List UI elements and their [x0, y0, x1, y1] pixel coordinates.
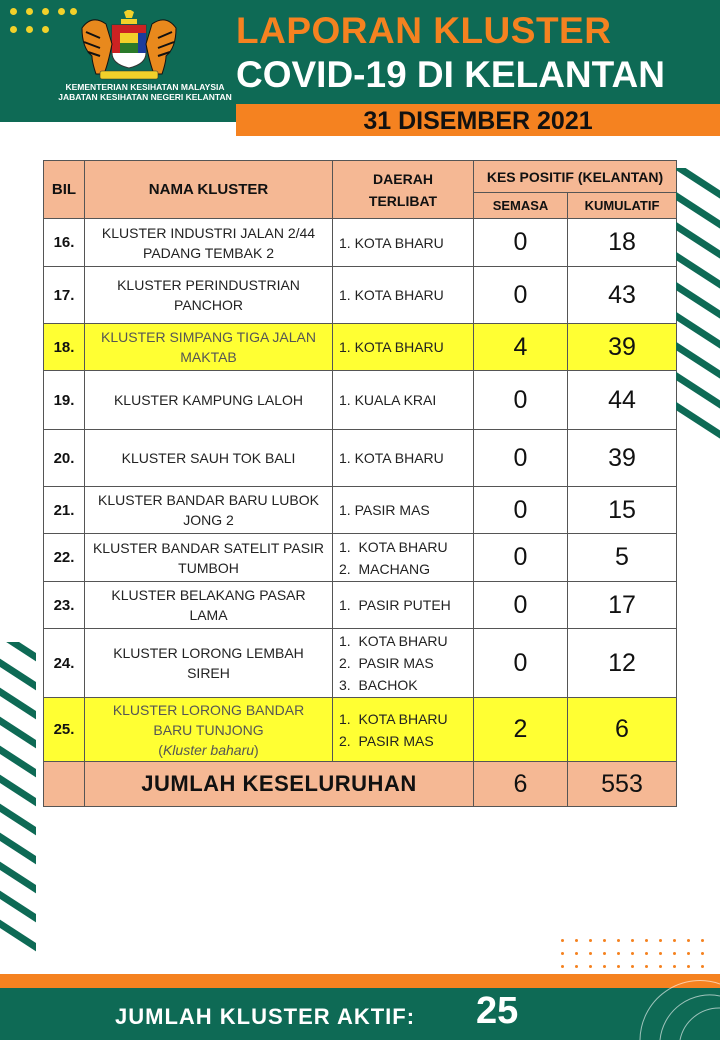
cluster-name-line: SIREH	[187, 665, 230, 681]
row-bil: 21.	[44, 487, 85, 534]
row-daerah	[333, 534, 474, 582]
row-nama-kluster	[85, 219, 333, 267]
district-line: 1. KOTA BHARU	[339, 234, 444, 251]
orange-dot	[617, 939, 620, 942]
table-row	[44, 582, 677, 629]
table-row	[44, 267, 677, 324]
orange-dot	[659, 939, 662, 942]
row-nama-kluster	[85, 629, 333, 698]
row-daerah	[333, 582, 474, 629]
row-daerah	[333, 430, 474, 487]
row-semasa: 0	[474, 487, 568, 534]
table-row	[44, 219, 677, 267]
orange-dot	[575, 939, 578, 942]
orange-dot	[561, 939, 564, 942]
row-kumulatif: 6	[568, 698, 677, 762]
row-semasa: 0	[474, 430, 568, 487]
orange-dot	[561, 952, 564, 955]
row-daerah	[333, 267, 474, 324]
total-row	[44, 762, 677, 807]
row-daerah	[333, 219, 474, 267]
row-nama-kluster	[85, 582, 333, 629]
left-stripes-decoration	[0, 642, 36, 957]
orange-dot	[603, 965, 606, 968]
header-kes-positif: KES POSITIF (KELANTAN)	[474, 161, 677, 193]
row-nama-kluster	[85, 430, 333, 487]
row-semasa: 4	[474, 324, 568, 371]
header-kumulatif: KUMULATIF	[568, 193, 677, 219]
row-bil: 25.	[44, 698, 85, 762]
table-row	[44, 487, 677, 534]
orange-dot	[589, 939, 592, 942]
cluster-name-line: TUMBOH	[178, 559, 239, 576]
report-date: 31 DISEMBER 2021	[236, 104, 720, 136]
table-row	[44, 371, 677, 430]
row-nama-kluster	[85, 371, 333, 430]
row-kumulatif: 43	[568, 267, 677, 324]
row-nama-kluster	[85, 487, 333, 534]
row-kumulatif: 39	[568, 430, 677, 487]
header-semasa: SEMASA	[474, 193, 568, 219]
row-daerah	[333, 324, 474, 371]
table-row	[44, 629, 677, 698]
cluster-name-line: KLUSTER BANDAR SATELIT PASIR	[92, 539, 325, 556]
district-line: 1. KOTA BHARU	[339, 633, 448, 649]
cluster-name-line: KLUSTER INDUSTRI JALAN 2/44	[101, 224, 316, 241]
district-line: 1. PASIR PUTEH	[339, 597, 451, 613]
row-bil: 19.	[44, 371, 85, 430]
row-bil: 20.	[44, 430, 85, 487]
header-nama-kluster: NAMA KLUSTER	[85, 161, 333, 219]
row-kumulatif: 44	[568, 371, 677, 430]
orange-dot	[589, 952, 592, 955]
row-kumulatif: 12	[568, 629, 677, 698]
report-subtitle: COVID-19 DI KELANTAN	[236, 54, 665, 95]
row-nama-kluster	[85, 534, 333, 582]
orange-dot	[659, 965, 662, 968]
cluster-note: (Kluster baharu)	[158, 741, 259, 758]
district-line: 1. PASIR MAS	[339, 502, 430, 518]
orange-dot	[645, 939, 648, 942]
table-row	[44, 324, 677, 371]
total-empty-cell	[44, 762, 85, 807]
district-line: 3. BACHOK	[339, 677, 418, 693]
row-semasa: 2	[474, 698, 568, 762]
row-kumulatif: 5	[568, 534, 677, 582]
orange-dot	[687, 939, 690, 942]
yellow-dots-decoration	[8, 6, 80, 36]
orange-dot	[589, 965, 592, 968]
row-semasa: 0	[474, 582, 568, 629]
cluster-name-line: KLUSTER BANDAR BARU LUBOK	[98, 492, 319, 508]
total-semasa: 6	[474, 762, 568, 807]
cluster-note-text: Kluster baharu	[162, 741, 255, 758]
orange-dot	[631, 939, 634, 942]
total-label: JUMLAH KESELURUHAN	[85, 762, 474, 807]
cluster-name-line: KLUSTER PERINDUSTRIAN	[117, 277, 300, 293]
orange-dot	[687, 952, 690, 955]
row-bil: 23.	[44, 582, 85, 629]
report-title: LAPORAN KLUSTER	[236, 10, 612, 51]
row-kumulatif: 39	[568, 324, 677, 371]
row-kumulatif: 17	[568, 582, 677, 629]
malaysia-coat-of-arms-icon	[74, 10, 184, 82]
district-line: 1. KOTA BHARU	[339, 450, 444, 466]
header-daerah-terlibat	[333, 161, 474, 219]
cluster-name-line: PADANG TEMBAK 2	[143, 244, 274, 261]
row-kumulatif: 15	[568, 487, 677, 534]
orange-dot	[603, 939, 606, 942]
row-semasa: 0	[474, 534, 568, 582]
row-daerah	[333, 487, 474, 534]
row-kumulatif: 18	[568, 219, 677, 267]
table-row	[44, 534, 677, 582]
right-stripes-decoration	[676, 168, 720, 453]
row-nama-kluster	[85, 324, 333, 371]
header-daerah-line-2: TERLIBAT	[368, 192, 438, 209]
row-semasa: 0	[474, 629, 568, 698]
orange-dot	[561, 965, 564, 968]
row-bil: 22.	[44, 534, 85, 582]
header-bil: BIL	[44, 161, 85, 219]
orange-dot	[631, 965, 634, 968]
district-line: 1. KOTA BHARU	[339, 538, 448, 555]
orange-dot	[673, 965, 676, 968]
row-nama-kluster	[85, 698, 333, 762]
orange-dots-decoration	[555, 935, 720, 975]
district-line: 2. PASIR MAS	[339, 732, 434, 749]
cluster-name-line: BARU TUNJONG	[153, 721, 264, 738]
district-line: 1. KUALA KRAI	[339, 392, 437, 408]
orange-dot	[617, 952, 620, 955]
row-daerah	[333, 629, 474, 698]
district-line: 1. KOTA BHARU	[339, 710, 448, 727]
orange-dot	[617, 965, 620, 968]
orange-dot	[575, 952, 578, 955]
cluster-name-line: KLUSTER LORONG BANDAR	[112, 701, 305, 718]
active-cluster-label: JUMLAH KLUSTER AKTIF:	[115, 1004, 416, 1029]
district-line: 1. KOTA BHARU	[339, 339, 444, 355]
cluster-name-line: MAKTAB	[180, 349, 237, 365]
cluster-table	[43, 160, 677, 807]
table-header-row	[44, 161, 677, 193]
row-daerah	[333, 698, 474, 762]
orange-dot	[659, 952, 662, 955]
row-semasa: 0	[474, 267, 568, 324]
cluster-name-line: KLUSTER SIMPANG TIGA JALAN	[101, 329, 316, 345]
district-line: 2. PASIR MAS	[339, 655, 434, 671]
row-semasa: 0	[474, 371, 568, 430]
orange-dot	[673, 952, 676, 955]
row-bil: 17.	[44, 267, 85, 324]
row-daerah	[333, 371, 474, 430]
row-bil: 24.	[44, 629, 85, 698]
cluster-name-line: KLUSTER BELAKANG PASAR	[111, 587, 306, 603]
arc-lines-decoration	[600, 970, 720, 1040]
total-kumulatif: 553	[568, 762, 677, 807]
table-row	[44, 698, 677, 762]
row-bil: 18.	[44, 324, 85, 371]
header-daerah-line-1: DAERAH	[373, 170, 433, 187]
ministry-line-1: KEMENTERIAN KESIHATAN MALAYSIA	[65, 82, 225, 92]
row-bil: 16.	[44, 219, 85, 267]
orange-dot	[701, 939, 704, 942]
district-line: 1. KOTA BHARU	[339, 287, 444, 303]
orange-dot	[603, 952, 606, 955]
ministry-line-2: JABATAN KESIHATAN NEGERI KELANTAN	[58, 92, 232, 102]
orange-dot	[575, 965, 578, 968]
cluster-name-line: KLUSTER KAMPUNG LALOH	[113, 392, 304, 408]
orange-dot	[701, 952, 704, 955]
cluster-name-line: PANCHOR	[174, 297, 243, 313]
active-cluster-count: 25	[476, 990, 519, 1032]
table-row	[44, 430, 677, 487]
cluster-name-line: KLUSTER SAUH TOK BALI	[121, 450, 296, 466]
orange-dot	[631, 952, 634, 955]
row-nama-kluster	[85, 267, 333, 324]
orange-dot	[645, 952, 648, 955]
cluster-name-line: JONG 2	[183, 512, 234, 528]
orange-dot	[687, 965, 690, 968]
orange-dot	[701, 965, 704, 968]
orange-dot	[673, 939, 676, 942]
row-semasa: 0	[474, 219, 568, 267]
cluster-name-line: KLUSTER LORONG LEMBAH	[113, 645, 304, 661]
cluster-name-line: LAMA	[189, 607, 228, 623]
district-line: 2. MACHANG	[339, 560, 431, 577]
orange-dot	[645, 965, 648, 968]
